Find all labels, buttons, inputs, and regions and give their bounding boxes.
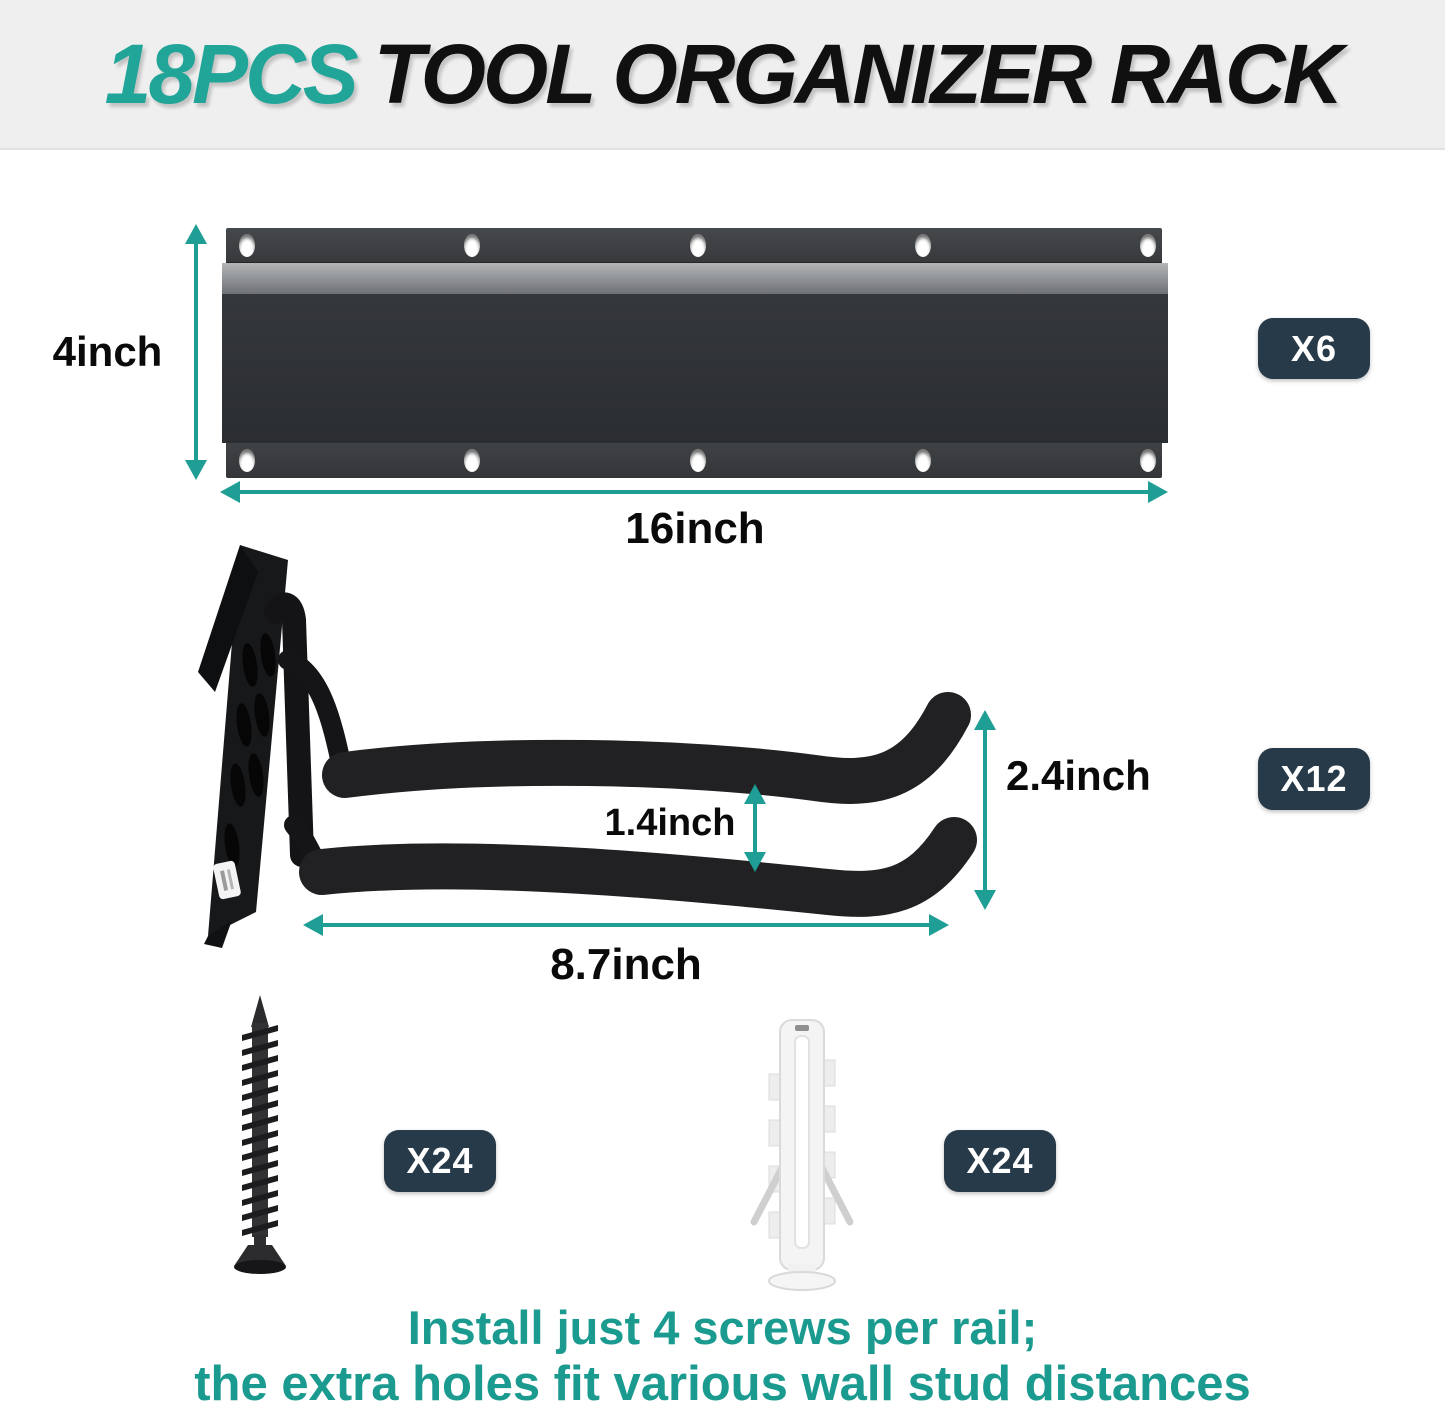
screw-shaft (252, 1023, 268, 1237)
hook-quantity-badge: X12 (1258, 748, 1370, 810)
rail-hole (1140, 449, 1156, 472)
rail-body (222, 294, 1168, 443)
hook-image (170, 540, 980, 960)
rail-hole (690, 234, 706, 257)
hook-length-arrow (303, 914, 949, 936)
footer-note-line2: the extra holes fit various wall stud distances (194, 1357, 1251, 1411)
rail-height-arrow (185, 224, 207, 480)
rail-height-label: 4inch (52, 328, 163, 375)
rail-hole (464, 449, 480, 472)
title-piece-count: 18PCS (104, 26, 356, 121)
hook-lower-arm-foam (322, 840, 954, 894)
screw-quantity-badge: X24 (384, 1130, 496, 1192)
hook-gap-arrow (744, 784, 766, 872)
rail-hole (1140, 234, 1156, 257)
page-title (105, 26, 1341, 123)
hook-tip-height-label: 2.4inch (1006, 752, 1151, 799)
hook-gap-label: 1.4inch (604, 802, 736, 844)
rail-hole (690, 449, 706, 472)
screw-tip (251, 995, 269, 1027)
anchor-collar (769, 1272, 835, 1290)
rail-hole (239, 234, 255, 257)
anchor-top-notch (795, 1025, 809, 1031)
wall-anchor-image (742, 1012, 862, 1302)
rail-highlight-strip (222, 263, 1168, 294)
footer-note-line1: Install just 4 screws per rail; (407, 1301, 1038, 1354)
hook-length-label: 8.7inch (550, 940, 702, 989)
rail-image (222, 228, 1168, 478)
title-text: TOOL ORGANIZER RACK (373, 26, 1341, 121)
rail-width-label: 16inch (625, 504, 765, 553)
screw-image (228, 995, 298, 1285)
rail-width-arrow (220, 481, 1168, 503)
rail-hole (464, 234, 480, 257)
rail-hole (239, 449, 255, 472)
anchor-slot (795, 1036, 809, 1248)
hook-tip-height-arrow (974, 710, 996, 910)
screw-head-base (234, 1260, 286, 1274)
hook-upper-arm-foam (345, 715, 948, 781)
rail-hole (915, 449, 931, 472)
rail-quantity-badge: X6 (1258, 318, 1370, 379)
anchor-quantity-badge: X24 (944, 1130, 1056, 1192)
rail-hole (915, 234, 931, 257)
header (0, 0, 1445, 150)
